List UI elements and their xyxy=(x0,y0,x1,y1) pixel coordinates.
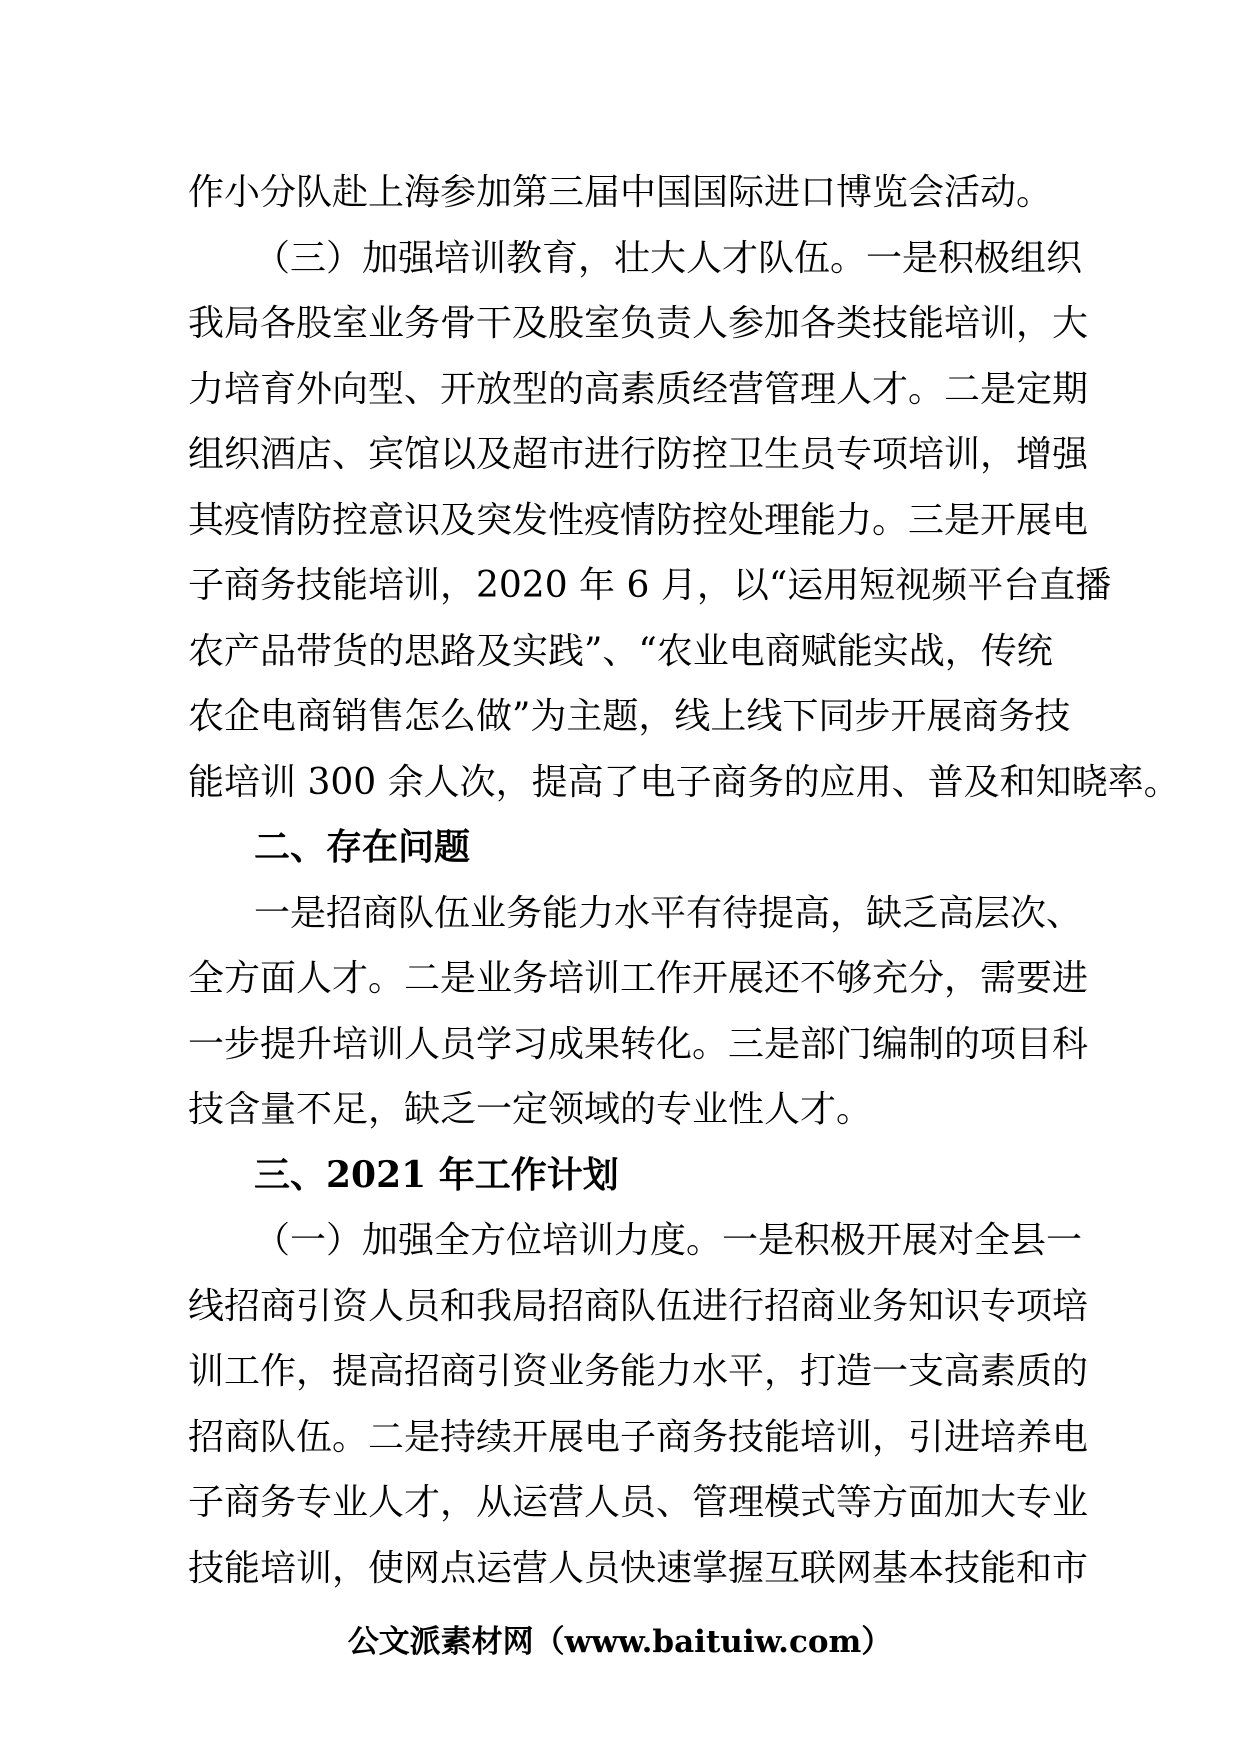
body-line: 作小分队赴上海参加第三届中国国际进口博览会活动。 xyxy=(188,172,1053,213)
body-line: 子商务技能培训，2020 年 6 月，以“运用短视频平台直播 xyxy=(188,565,1112,606)
body-line: 训工作，提高招商引资业务能力水平，打造一支高素质的 xyxy=(188,1351,1089,1392)
body-line: 技含量不足，缺乏一定领域的专业性人才。 xyxy=(188,1089,873,1130)
body-line: 我局各股室业务骨干及股室负责人参加各类技能培训，大 xyxy=(188,303,1089,344)
footer-watermark: 公文派素材网（www.baituiw.com） xyxy=(347,1624,893,1660)
document-body xyxy=(188,160,1180,1601)
body-line: 招商队伍。二是持续开展电子商务技能培训，引进培养电 xyxy=(188,1416,1089,1458)
body-line: 能培训 300 余人次，提高了电子商务的应用、普及和知晓率。 xyxy=(188,761,1180,803)
body-line: 线招商引资人员和我局招商队伍进行招商业务知识专项培 xyxy=(188,1285,1089,1327)
body-line: 技能培训，使网点运营人员快速掌握互联网基本技能和市 xyxy=(188,1547,1089,1589)
body-line: 组织酒店、宾馆以及超市进行防控卫生员专项培训，增强 xyxy=(188,434,1089,475)
body-line: 一步提升培训人员学习成果转化。三是部门编制的项目科 xyxy=(188,1023,1089,1065)
section-paragraph-start: （三）加强培训教育，壮大人才队伍。一是积极组织 xyxy=(254,237,1083,279)
section-heading-problems: 二、存在问题 xyxy=(254,826,471,868)
section-heading-plan: 三、2021 年工作计划 xyxy=(254,1153,619,1196)
body-line: 子商务专业人才，从运营人员、管理模式等方面加大专业 xyxy=(188,1482,1089,1523)
body-line: 农企电商销售怎么做”为主题，线上线下同步开展商务技 xyxy=(188,696,1071,737)
body-line: 力培育外向型、开放型的高素质经营管理人才。二是定期 xyxy=(188,368,1089,410)
body-line: 农产品带货的思路及实践”、“农业电商赋能实战，传统 xyxy=(188,630,1053,672)
body-line: 其疫情防控意识及突发性疫情防控处理能力。三是开展电 xyxy=(188,499,1089,541)
body-line: 全方面人才。二是业务培训工作开展还不够充分，需要进 xyxy=(188,958,1089,999)
problems-paragraph-start: 一是招商队伍业务能力水平有待提高，缺乏高层次、 xyxy=(254,892,1083,934)
plan-paragraph-start: （一）加强全方位培训力度。一是积极开展对全县一 xyxy=(254,1220,1083,1261)
